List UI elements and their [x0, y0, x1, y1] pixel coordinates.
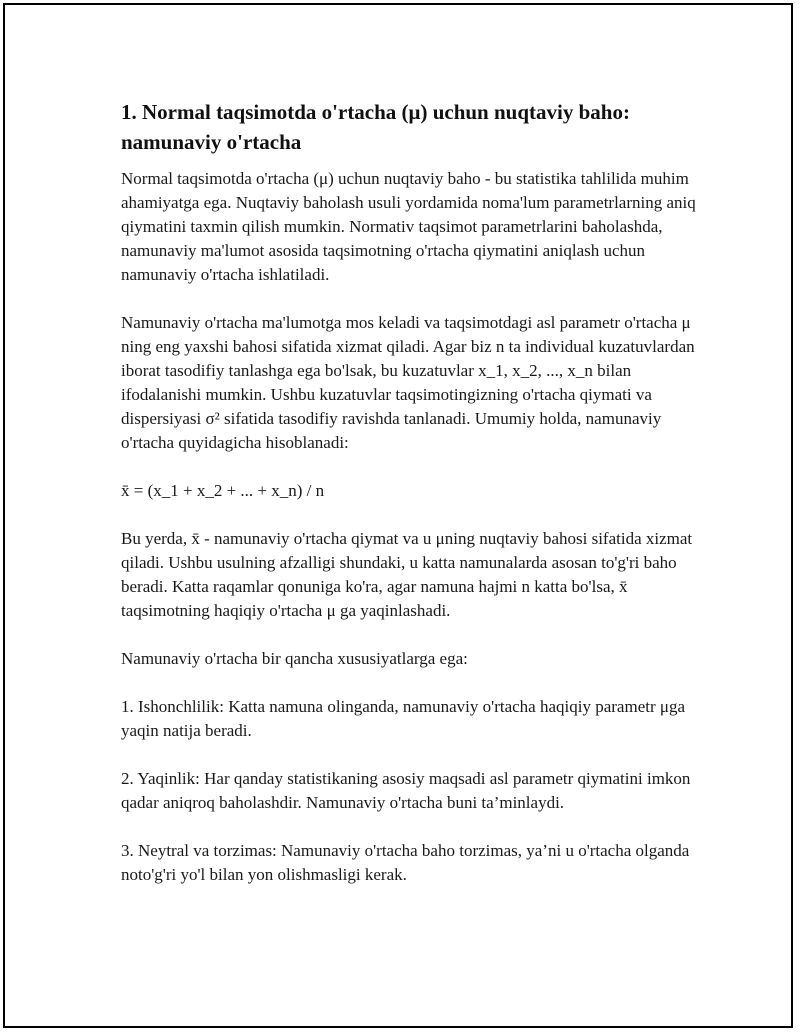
- paragraph-explanation: Bu yerda, x̄ - namunaviy o'rtacha qiymat va u μning nuqtaviy bahosi sifatida xizmat qiladi. Ushbu usulning afzalligi shundaki, u katta namunalarda asosan to'g'ri baho beradi. Katta raqamlar qonuniga ko'ra, agar namuna hajmi n katta bo'lsa, x̄ taqsimotning haqiqiy o'rtacha μ ga yaqinlashadi.: [121, 529, 693, 620]
- paragraph-properties-intro: Namunaviy o'rtacha bir qancha xususiyatlarga ega:: [121, 649, 468, 668]
- paragraph-intro: Normal taqsimotda o'rtacha (μ) uchun nuqtaviy baho - bu statistika tahlilida muhim ahamiyatga ega. Nuqtaviy baholash usuli yordamida noma'lum parametrlarning aniq qiymatini taxmin qilish mumkin. Normativ taqsimot parametrlarini baholashda, namunaviy ma'lumot asosida taqsimotning o'rtacha qiymatini aniqlash uchun namunaviy o'rtacha ishlatiladi.: [121, 169, 696, 284]
- document-body: [121, 97, 696, 911]
- list-item-unbiased: 3. Neytral va torzimas: Namunaviy o'rtacha baho torzimas, ya’ni u o'rtacha olganda noto'g'ri yo'l bilan yon olishmasligi kerak.: [121, 841, 690, 884]
- list-item-reliability: 1. Ishonchlilik: Katta namuna olinganda, namunaviy o'rtacha haqiqiy parametr μga yaqin natija beradi.: [121, 697, 686, 740]
- formula: x̄ = (x_1 + x_2 + ... + x_n) / n: [121, 481, 325, 500]
- paragraph-sample-mean: Namunaviy o'rtacha ma'lumotga mos keladi va taqsimotdagi asl parametr o'rtacha μ ning eng yaxshi bahosi sifatida xizmat qiladi. Agar biz n ta individual kuzatuvlardan iborat tasodifiy tanlashga ega bo'lsak, bu kuzatuvlar x_1, x_2, ..., x_n bilan ifodalanishi mumkin. Ushbu kuzatuvlar taqsimotingizning o'rtacha qiymati va dispersiyasi σ² sifatida tasodifiy ravishda tanlanadi. Umumiy holda, namunaviy o'rtacha quyidagicha hisoblanadi:: [121, 313, 695, 452]
- list-item-closeness: 2. Yaqinlik: Har qanday statistikaning asosiy maqsadi asl parametr qiymatini imkon qadar aniqroq baholashdir. Namunaviy o'rtacha buni ta’minlaydi.: [121, 769, 691, 812]
- section-heading: 1. Normal taqsimotda o'rtacha (μ) uchun nuqtaviy baho: namunaviy o'rtacha: [121, 100, 630, 154]
- page-frame: [3, 3, 793, 1028]
